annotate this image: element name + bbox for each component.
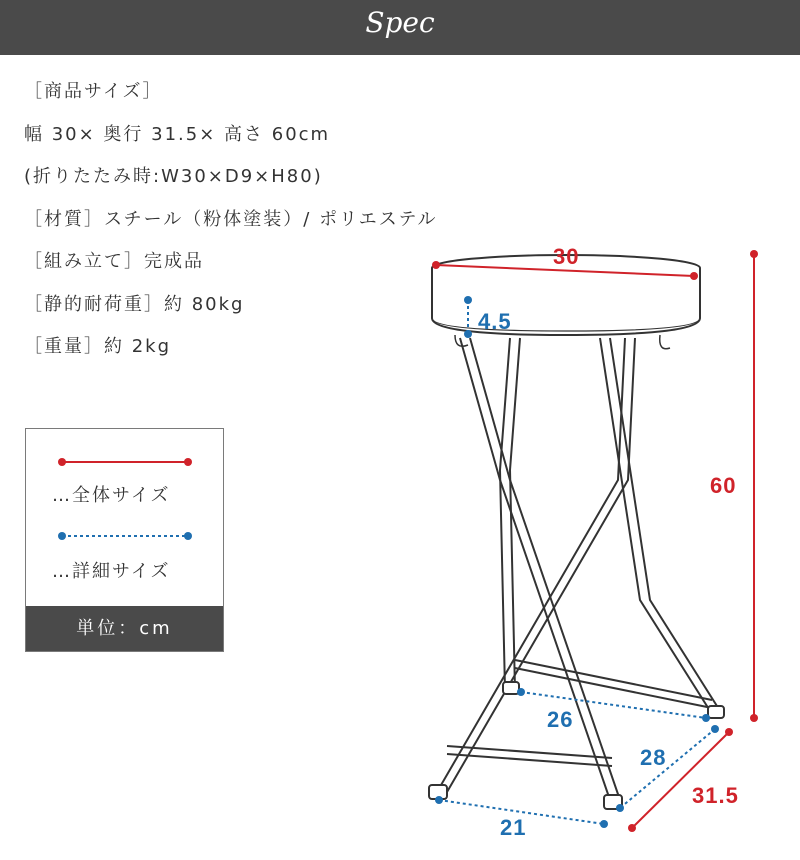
header-title: Spec: [365, 6, 435, 39]
dim-height-label: 60: [710, 473, 737, 498]
spec-folded-dimensions: (折りたたみ時:W30×D9×H80): [24, 166, 323, 187]
spec-product-size-heading: ［商品サイズ］: [24, 81, 163, 102]
spec-material: ［材質］スチール（粉体塗装）/ ポリエステル: [24, 208, 438, 230]
legend-overall-label: …全体サイズ: [52, 485, 171, 506]
dim-depth-line: [628, 728, 733, 832]
legend-detail-label: …詳細サイズ: [52, 561, 171, 582]
spec-weight: ［重量］約 2kg: [24, 336, 172, 357]
spec-load-capacity: ［静的耐荷重］約 80kg: [24, 293, 245, 315]
dim-back-footrest-label: 26: [547, 707, 574, 732]
dim-seat-diameter-label: 30: [553, 244, 580, 269]
dim-height-line: [750, 250, 758, 722]
dim-depth-label: 31.5: [692, 783, 739, 808]
dim-base-depth-inner-label: 28: [640, 745, 667, 770]
stool-illustration: [429, 255, 724, 809]
legend-unit-label: 単位：cm: [26, 606, 223, 651]
dim-seat-thickness-label: 4.5: [478, 309, 512, 334]
dim-front-base-label: 21: [500, 815, 527, 840]
spec-assembly: ［組み立て］完成品: [24, 251, 204, 272]
spec-dimensions: 幅 30× 奥行 31.5× 高さ 60cm: [24, 123, 331, 145]
